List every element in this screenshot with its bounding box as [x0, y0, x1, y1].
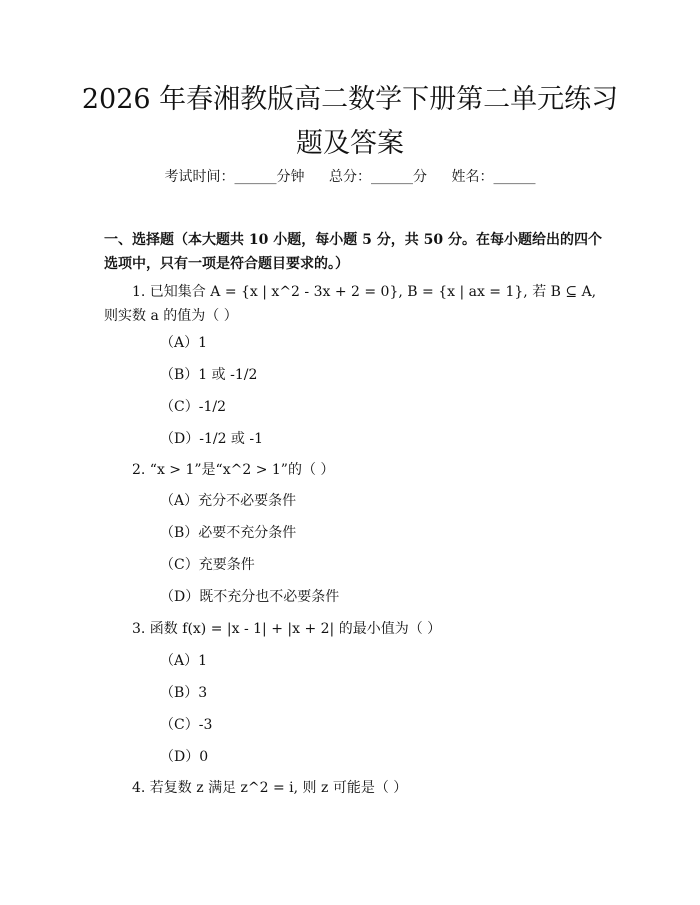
question-2-option-b: （B）必要不充分条件 [160, 525, 297, 541]
question-4-stem: 4. 若复数 z 满足 z^2 = i, 则 z 可能是（ ） [132, 780, 408, 796]
question-3-stem: 3. 函数 f(x) = |x - 1| + |x + 2| 的最小值为（ ） [132, 621, 442, 637]
question-1-option-c: （C）-1/2 [160, 399, 226, 415]
question-2-option-d: （D）既不充分也不必要条件 [160, 589, 340, 605]
question-3-option-c: （C）-3 [160, 717, 213, 733]
document-title: 2026 年春湘教版高二数学下册第二单元练习题及答案 [81, 84, 619, 159]
question-2-option-a: （A）充分不必要条件 [160, 493, 297, 509]
question-1-stem: 1. 已知集合 A = {x | x^2 - 3x + 2 = 0}, B = {x | ax = 1}, 若 B ⊆ A, 则实数 a 的值为（ ） [104, 284, 597, 324]
exam-time: 考试时间：______分钟 [164, 169, 305, 185]
question-3-option-d: （D）0 [160, 749, 209, 765]
question-1-option-b: （B）1 或 -1/2 [160, 367, 258, 383]
question-1-option-d: （D）-1/2 或 -1 [160, 431, 264, 447]
question-3-option-a: （A）1 [160, 653, 208, 669]
question-1-option-a: （A）1 [160, 335, 208, 351]
exam-name: 姓名：______ [451, 169, 536, 185]
exam-score: 总分：______分 [329, 169, 427, 185]
question-2-stem: 2. “x > 1”是“x^2 > 1”的（ ） [132, 462, 335, 478]
section-heading: 一、选择题（本大题共 10 小题，每小题 5 分，共 50 分。在每小题给出的四个选项中，只有一项是符合题目要求的。） [104, 232, 602, 272]
question-3-option-b: （B）3 [160, 685, 208, 701]
question-2-option-c: （C）充要条件 [160, 557, 255, 573]
exam-meta [0, 166, 700, 186]
